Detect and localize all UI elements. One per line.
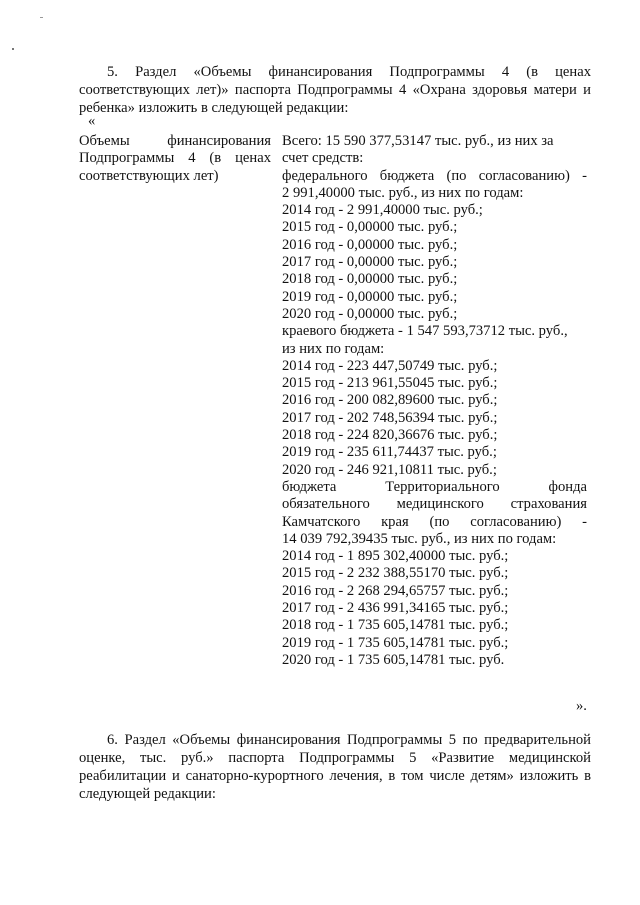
value-line: 2019 год - 235 611,74437 тыс. руб.; [282, 444, 497, 461]
opening-quote-mark: « [88, 113, 96, 129]
value-line: из них по годам: [282, 340, 385, 357]
scan-artifact-dot [12, 48, 14, 50]
closing-quote-mark: ». [576, 698, 587, 714]
table-right-values [282, 133, 587, 669]
value-line: 2015 год - 0,00000 тыс. руб.; [282, 219, 458, 236]
value-line: обязательного медицинского страхования [282, 496, 587, 513]
value-line: 2015 год - 213 961,55045 тыс. руб.; [282, 375, 498, 392]
value-line: 2 991,40000 тыс. руб., из них по годам: [282, 184, 524, 201]
value-line: 2017 год - 2 436 991,34165 тыс. руб.; [282, 600, 509, 617]
value-line: федерального бюджета (по согласованию) - [282, 167, 587, 184]
section-6-number: 6. [107, 732, 118, 748]
value-line: краевого бюджета - 1 547 593,73712 тыс. руб., [282, 323, 568, 340]
value-line: 2020 год - 1 735 605,14781 тыс. руб. [282, 651, 505, 668]
section-5-number: 5. [107, 64, 118, 80]
section-5-paragraph [79, 63, 591, 117]
value-line: Камчатского края (по согласованию) - [282, 513, 587, 530]
value-line: счет средств: [282, 150, 364, 167]
section-5-text: Раздел «Объемы финансирования Подпрограммы 4 (в ценах соответствующих лет)» паспорта Подпрограммы 4 «Охрана здоровья матери и ребенка» изложить в следующей редакции: [79, 64, 591, 116]
value-line: 2015 год - 2 232 388,55170 тыс. руб.; [282, 565, 509, 582]
value-line: 2019 год - 1 735 605,14781 тыс. руб.; [282, 634, 509, 651]
value-line: 2020 год - 246 921,10811 тыс. руб.; [282, 461, 497, 478]
value-line: 2014 год - 1 895 302,40000 тыс. руб.; [282, 548, 509, 565]
value-line: 2016 год - 2 268 294,65757 тыс. руб.; [282, 582, 509, 599]
value-line: 2018 год - 1 735 605,14781 тыс. руб.; [282, 617, 509, 634]
section-6-paragraph [79, 731, 591, 803]
value-line: 2014 год - 223 447,50749 тыс. руб.; [282, 357, 498, 374]
value-line: 14 039 792,39435 тыс. руб., из них по годам: [282, 530, 557, 547]
value-line: 2017 год - 0,00000 тыс. руб.; [282, 254, 458, 271]
value-line: 2020 год - 0,00000 тыс. руб.; [282, 305, 458, 322]
section-6-text: Раздел «Объемы финансирования Подпрограммы 5 по предварительной оценке, тыс. руб.» паспорта Подпрограммы 5 «Развитие медицинской реабилитации и санаторно-курортного лечения, в том числе детям» изложить в следующей редакции: [79, 732, 591, 802]
table-left-label: Объемы финансирования Подпрограммы 4 (в ценах соответствующих лет) [79, 133, 271, 184]
scan-artifact-mark [40, 17, 43, 18]
value-line: Всего: 15 590 377,53147 тыс. руб., из них за [282, 133, 554, 149]
value-line: 2018 год - 224 820,36676 тыс. руб.; [282, 427, 498, 444]
value-line: 2019 год - 0,00000 тыс. руб.; [282, 288, 458, 305]
value-line: 2014 год - 2 991,40000 тыс. руб.; [282, 202, 483, 219]
value-line: 2017 год - 202 748,56394 тыс. руб.; [282, 409, 498, 426]
value-line: 2018 год - 0,00000 тыс. руб.; [282, 271, 458, 288]
value-line: 2016 год - 200 082,89600 тыс. руб.; [282, 392, 498, 409]
value-line: бюджета Территориального фонда [282, 478, 587, 495]
value-line: 2016 год - 0,00000 тыс. руб.; [282, 236, 458, 253]
